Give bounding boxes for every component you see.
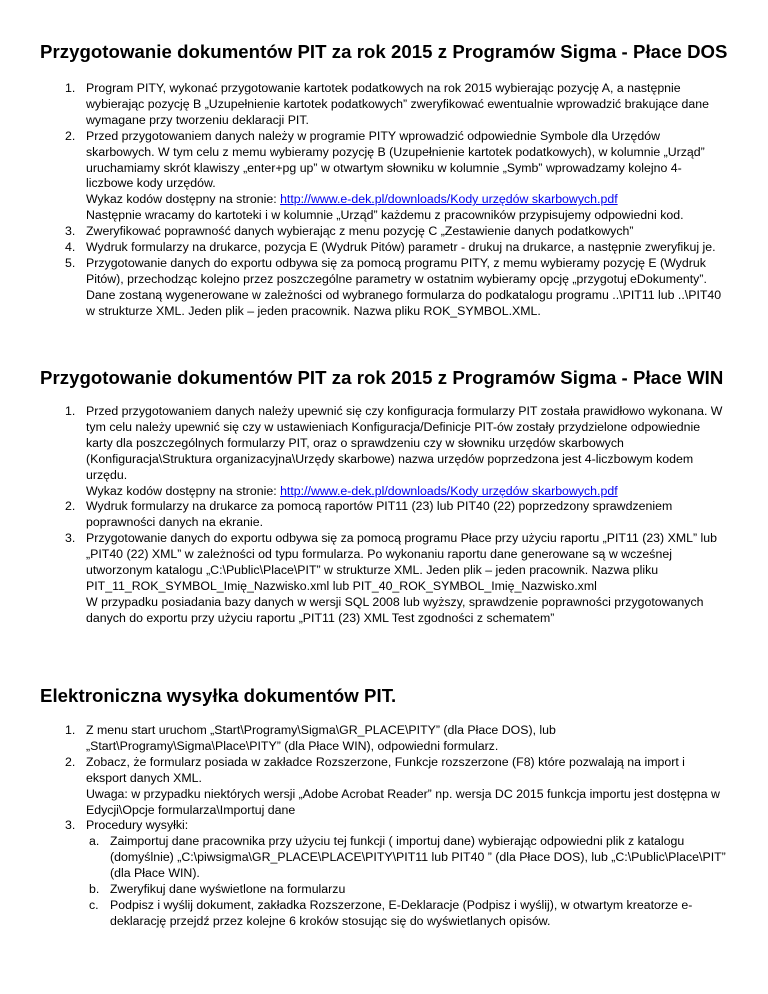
sublist-letter: c. — [89, 897, 99, 912]
sublist-text: Zaimportuj dane pracownika przy użyciu tej funkcji ( importuj dane) wybierając odpowiedni plik z katalogu (domyślnie) „C:\piwsigma\GR_PLACE\PLACE\PITY\PIT11 lub PIT40 ” (dla Płace DOS), lub „C:\Public\Place\PIT” (dla Płace WIN). — [110, 834, 726, 881]
list-text: Wydruk formularzy na drukarce, pozycja E (Wydruk Pitów) parametr - drukuj na drukarce, a następnie zweryfikuj je. — [86, 240, 716, 255]
list-text-body: Przed przygotowaniem danych należy w programie PITY wprowadzić odpowiednie Symbole dla Urzędów skarbowych. W tym celu z memu wybieramy pozycję B (Uzupełnienie kartotek podatkowych), w kolumnie „Urząd” uruchamiamy skrót klawiszy „enter+pg up” w otwartym słowniku w kolumnie „Symb” wprowadzamy kolejno 4-liczbowe kody urzędów. — [86, 128, 705, 191]
procedure-sublist — [0, 834, 728, 929]
list-item — [0, 256, 728, 320]
list-number: 1. — [65, 404, 76, 418]
list-text — [86, 404, 728, 499]
list-text-body: Przed przygotowaniem danych należy upewnić się czy konfiguracja formularzy PIT została prawidłowo wykonana. W tym celu należy upewnić się czy w ustawieniach Konfiguracja/Definicje PIT-ów zostały przydzielone odpowiednie karty dla poszczególnych formularzy PIT, oraz o sprawdzeniu czy w słowniku urzędów skarbowych (Konfiguracja\Struktura organizacyjna\Urzędy skarbowe) nazwa urzędów poprzedzona jest 4-liczbowym kodem urzędu. — [86, 404, 723, 482]
list-text-body: Przygotowanie danych do exportu odbywa się za pomocą programu Płace przy użyciu raportu „PIT11 (23) XML” lub „PIT40 (22) XML” w zależności od typu formularza. Po wykonaniu raportu dane generowane są w wcześnej utworzonym katalogu „C:\Public\Place\PIT” w strukturze XML. Jeden plik – jeden pracownik. Nazwa pliku PIT_11_ROK_SYMBOL_Imię_Nazwisko.xml lub PIT_40_ROK_SYMBOL_Imię_Nazwisko.xml — [86, 531, 717, 593]
list-item — [0, 531, 728, 626]
sublist-item — [0, 898, 728, 930]
list-number: 1. — [65, 81, 76, 95]
list-number: 3. — [65, 818, 76, 833]
section1-list — [0, 81, 728, 320]
section2-heading: Przygotowanie dokumentów PIT za rok 2015 z Programów Sigma - Płace WIN — [40, 367, 724, 388]
list-number: 2. — [65, 499, 76, 514]
sublist-text: Podpisz i wyślij dokument, zakładka Rozszerzone, E-Deklaracje (Podpisz i wyślij), w otwartym kreatorze e-deklarację przejdź przez kolejne 6 kroków stosując się do wyświetlanych opisów. — [110, 897, 693, 928]
section1-heading: Przygotowanie dokumentów PIT za rok 2015 z Programów Sigma - Płace DOS — [40, 41, 728, 62]
tax-office-codes-link[interactable]: http://www.e-dek.pl/downloads/Kody urzędów skarbowych.pdf — [280, 192, 618, 207]
list-text-after: Następnie wracamy do kartoteki i w kolumnie „Urząd” każdemu z pracowników przypisujemy odpowiedni kod. — [86, 208, 684, 223]
list-item — [0, 129, 728, 224]
sublist-item — [0, 834, 728, 882]
section2-list — [0, 404, 728, 627]
list-number: 3. — [65, 224, 76, 239]
list-text — [86, 531, 728, 626]
tax-office-codes-link[interactable]: http://www.e-dek.pl/downloads/Kody urzędów skarbowych.pdf — [280, 483, 618, 498]
list-item — [0, 81, 728, 129]
list-text-after: W przypadku posiadania bazy danych w wersji SQL 2008 lub wyższy, sprawdzenie poprawności przygotowanych danych do exportu przy użyciu raportu „PIT11 (23) XML Test zgodności z schematem” — [86, 594, 704, 625]
list-item — [0, 818, 728, 929]
list-text: Procedury wysyłki: — [86, 818, 189, 833]
section3-heading: Elektroniczna wysyłka dokumentów PIT. — [40, 685, 397, 706]
list-text-after: Uwaga: w przypadku niektórych wersji „Adobe Acrobat Reader” np. wersja DC 2015 funkcja importu jest dostępna w Edycji\Opcje formularza\Importuj dane — [86, 786, 720, 817]
list-text: Z menu start uruchom „Start\Programy\Sigma\GR_PLACE\PITY” (dla Płace DOS), lub „Start\Programy\Sigma\Place\PITY” (dla Płace WIN), odpowiedni formularz. — [86, 723, 556, 753]
list-number: 1. — [65, 723, 76, 737]
list-text: Przygotowanie danych do exportu odbywa się za pomocą programu PITY, z memu wybieramy pozycję E (Wydruk Pitów), przechodząc kolejno przez poszczególne parametry w ostatnim wybieramy opcję „przygotuj eDokumenty”. Dane zostaną wygenerowane w zależności od wybranego formularza do podkatalogu programu ..\PIT11 lub ..\PIT40 w strukturze XML. Jeden plik – jeden pracownik. Nazwa pliku ROK_SYMBOL.XML. — [86, 255, 722, 318]
link-prefix: Wykaz kodów dostępny na stronie: — [86, 192, 281, 207]
list-item — [0, 723, 728, 755]
sublist-letter: a. — [89, 834, 100, 849]
link-prefix: Wykaz kodów dostępny na stronie: — [86, 483, 281, 498]
list-number: 5. — [65, 255, 76, 270]
list-text — [86, 755, 728, 819]
section3-list — [0, 723, 728, 930]
list-item — [0, 224, 728, 240]
list-number: 2. — [65, 754, 76, 769]
list-text: Zweryfikować poprawność danych wybierając z menu pozycję C „Zestawienie danych podatkowych” — [86, 224, 634, 239]
list-text: Wydruk formularzy na drukarce za pomocą raportów PIT11 (23) lub PIT40 (22) poprzedzony sprawdzeniem poprawności danych na ekranie. — [86, 499, 673, 530]
list-item — [0, 404, 728, 499]
sublist-item — [0, 882, 728, 898]
list-item — [0, 240, 728, 256]
list-text — [86, 129, 728, 224]
list-item — [0, 499, 728, 531]
list-text: Program PITY, wykonać przygotowanie kartotek podatkowych na rok 2015 wybierając pozycję A, a następnie wybierając pozycję B „Uzupełnienie kartotek podatkowych” zweryfikować ewentualnie wprowadzić brakujące dane wymagane przy tworzeniu deklaracji PIT. — [86, 81, 709, 127]
list-number: 3. — [65, 531, 76, 546]
sublist-letter: b. — [89, 882, 100, 897]
list-number: 4. — [65, 240, 76, 255]
list-item — [0, 755, 728, 819]
list-number: 2. — [65, 128, 76, 143]
list-text-body: Zobacz, że formularz posiada w zakładce Rozszerzone, Funkcje rozszerzone (F8) które pozwalają na import i eksport danych XML. — [86, 754, 685, 785]
sublist-text: Zweryfikuj dane wyświetlone na formularzu — [110, 882, 346, 897]
